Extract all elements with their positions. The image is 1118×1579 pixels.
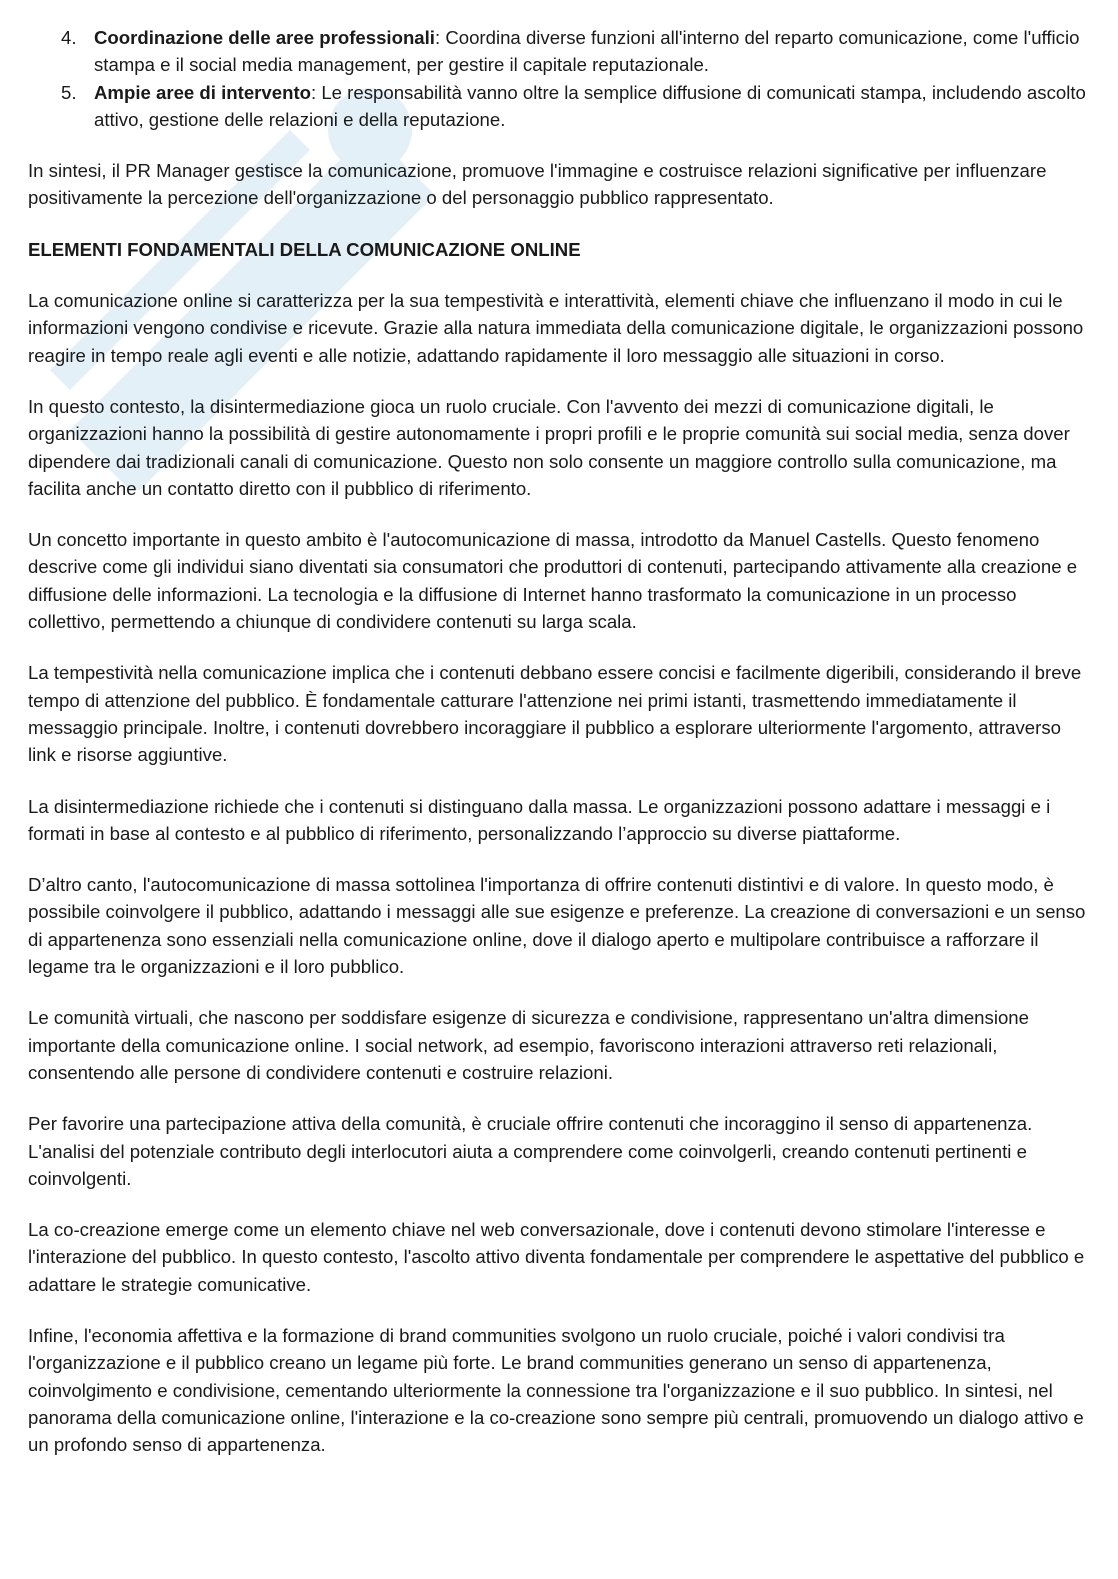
document-page	[28, 24, 1094, 1482]
list-item-text: : Coordina diverse funzioni all'interno del reparto comunicazione, come l'ufficio stampa e il social media management, per gestire il capitale reputazionale.	[94, 27, 1080, 76]
paragraph: Le comunità virtuali, che nascono per soddisfare esigenze di sicurezza e condivisione, rappresentano un'altra dimensione importante della comunicazione online. I social network, ad esempio, favoriscono interazioni attraverso reti relazionali, consentendo alle persone di condividere contenuti e costruire relazioni.	[28, 1007, 1029, 1083]
list-item-number: 5.	[61, 81, 77, 103]
numbered-list	[28, 24, 1094, 133]
list-item	[28, 24, 1094, 79]
section-heading: ELEMENTI FONDAMENTALI DELLA COMUNICAZIONE ONLINE	[28, 238, 581, 260]
paragraph: La co-creazione emerge come un elemento chiave nel web conversazionale, dove i contenuti devono stimolare l'interesse e l'interazione del pubblico. In questo contesto, l'ascolto attivo diventa fondamentale per comprendere le aspettative del pubblico e adattare le strategie comunicative.	[28, 1219, 1085, 1295]
summary-paragraph: In sintesi, il PR Manager gestisce la comunicazione, promuove l'immagine e costruisce relazioni significative per influenzare positivamente la percezione dell'organizzazione o del personaggio pubblico rappresentato.	[28, 160, 1047, 209]
list-item-title: Coordinazione delle aree professionali	[94, 27, 435, 48]
paragraph: Infine, l'economia affettiva e la formazione di brand communities svolgono un ruolo cruciale, poiché i valori condivisi tra l'organizzazione e il pubblico creano un legame più forte. Le brand communities generano un senso di appartenenza, coinvolgimento e condivisione, cementando ulteriormente la connessione tra l'organizzazione e il suo pubblico. In sintesi, nel panorama della comunicazione online, l'interazione e la co-creazione sono sempre più centrali, promuovendo un dialogo attivo e un profondo senso di appartenenza.	[28, 1324, 1084, 1456]
paragraph: D’altro canto, l'autocomunicazione di massa sottolinea l'importanza di offrire contenuti distintivi e di valore. In questo modo, è possibile coinvolgere il pubblico, adattando i messaggi alle sue esigenze e preferenze. La creazione di conversazioni e un senso di appartenenza sono essenziali nella comunicazione online, dove il dialogo aperto e multipolare contribuisce a rafforzare il legame tra le organizzazioni e il loro pubblico.	[28, 874, 1086, 978]
list-item	[28, 79, 1094, 134]
paragraph: Per favorire una partecipazione attiva della comunità, è cruciale offrire contenuti che incoraggino il senso di appartenenza. L'analisi del potenziale contributo degli interlocutori aiuta a comprendere come coinvolgerli, creando contenuti pertinenti e coinvolgenti.	[28, 1113, 1033, 1189]
paragraph: La comunicazione online si caratterizza per la sua tempestività e interattività, elementi chiave che influenzano il modo in cui le informazioni vengono condivise e ricevute. Grazie alla natura immediata della comunicazione digitale, le organizzazioni possono reagire in tempo reale agli eventi e alle notizie, adattando rapidamente il loro messaggio alle situazioni in corso.	[28, 290, 1084, 366]
paragraph: La tempestività nella comunicazione implica che i contenuti debbano essere concisi e facilmente digeribili, considerando il breve tempo di attenzione del pubblico. È fondamentale catturare l'attenzione nei primi istanti, trasmettendo immediatamente il messaggio principale. Inoltre, i contenuti dovrebbero incoraggiare il pubblico a esplorare ulteriormente l'argomento, attraverso link e risorse aggiuntive.	[28, 662, 1082, 766]
paragraph: La disintermediazione richiede che i contenuti si distinguano dalla massa. Le organizzazioni possono adattare i messaggi e i formati in base al contesto e al pubblico di riferimento, personalizzando l’approccio su diverse piattaforme.	[28, 795, 1051, 844]
list-item-text: : Le responsabilità vanno oltre la semplice diffusione di comunicati stampa, includendo ascolto attivo, gestione delle relazioni e della reputazione.	[94, 81, 1086, 130]
list-item-number: 4.	[61, 27, 77, 48]
paragraph: Un concetto importante in questo ambito è l'autocomunicazione di massa, introdotto da Manuel Castells. Questo fenomeno descrive come gli individui siano diventati sia consumatori che produttori di contenuti, partecipando attivamente alla creazione e diffusione delle informazioni. La tecnologia e la diffusione di Internet hanno trasformato la comunicazione in un processo collettivo, permettendo a chiunque di condividere contenuti su larga scala.	[28, 529, 1078, 633]
paragraph: In questo contesto, la disintermediazione gioca un ruolo cruciale. Con l'avvento dei mezzi di comunicazione digitali, le organizzazioni hanno la possibilità di gestire autonomamente i propri profili e le proprie comunità sui social media, senza dover dipendere dai tradizionali canali di comunicazione. Questo non solo consente un maggiore controllo sulla comunicazione, ma facilita anche un contatto diretto con il pubblico di riferimento.	[28, 395, 1070, 499]
list-item-title: Ampie aree di intervento	[94, 81, 311, 103]
